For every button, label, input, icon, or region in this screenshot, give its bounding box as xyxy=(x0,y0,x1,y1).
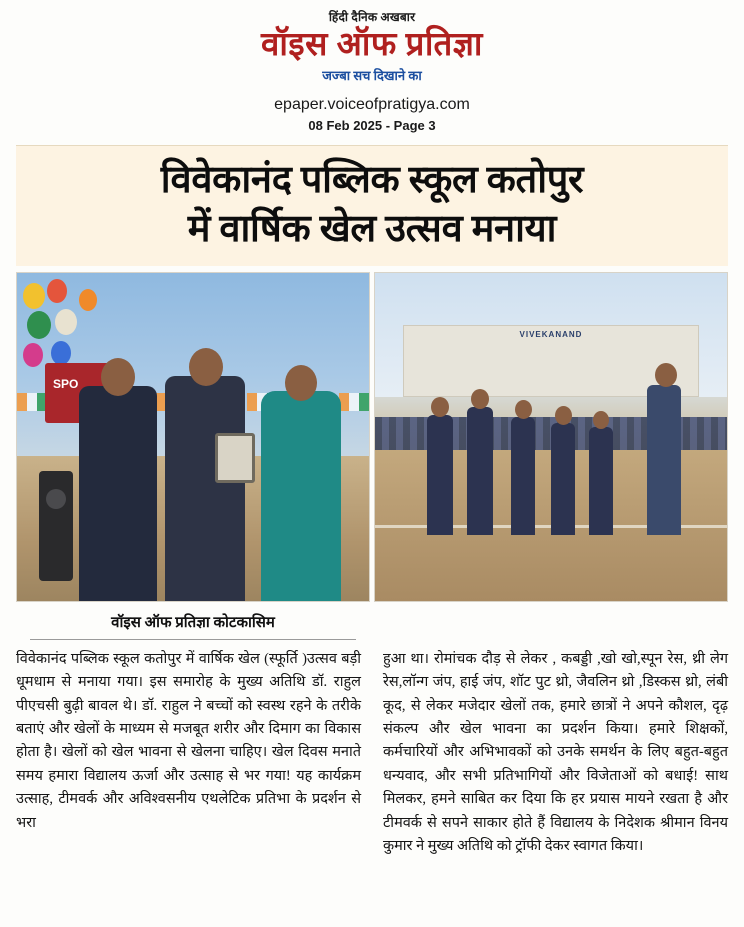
photo-strip xyxy=(16,272,728,602)
student-runner xyxy=(551,423,575,535)
issue-date-page: 08 Feb 2025 - Page 3 xyxy=(308,118,436,134)
headline-line-2: में वार्षिक खेल उत्सव मनाया xyxy=(187,207,557,250)
person-awardee-center-head xyxy=(189,348,223,386)
students-sports-photo xyxy=(374,272,728,602)
student-runner-head xyxy=(593,411,609,429)
person-guest-left xyxy=(79,386,157,601)
masthead xyxy=(0,0,744,84)
loudspeaker xyxy=(39,471,73,581)
student-runner xyxy=(467,407,493,535)
masthead-subtitle: जज्बा सच दिखाने का xyxy=(322,68,422,84)
epaper-url[interactable]: epaper.voiceofpratigya.com xyxy=(274,96,470,114)
masthead-kicker: हिंदी दैनिक अखबार xyxy=(328,10,416,24)
article-body xyxy=(16,648,728,859)
student-runner xyxy=(589,427,613,535)
student-runner xyxy=(511,417,535,535)
article-text-left: विवेकानंद पब्लिक स्कूल कतोपुर में वार्षिक खेल (स्फूर्ति )उत्सव बड़ी धूमधाम से मनाया गया। इस समारोह के मुख्य अतिथि डॉ. राहुल पीएचसी बुढ़ी बावल थे। डॉ. राहुल ने बच्चों को स्वस्थ रहने के तरीके बताएं और खेलों के माध्यम से मजबूत शरीर और दिमाग का विकास होता है। खेलों को खेल भावना से खेलना चाहिए। खेल दिवस मनाते समय हमारा विद्यालय ऊर्जा और उत्साह से भर गया! यह कार्यक्रम उत्साह, टीमवर्क और अविश्वसनीय एथलेटिक प्रतिभा के प्रदर्शन से भरा xyxy=(16,650,361,831)
student-athlete-front xyxy=(647,385,681,535)
headline-band xyxy=(16,145,728,265)
person-guest-left-head xyxy=(101,358,135,396)
student-runner-head xyxy=(471,389,489,409)
person-awardee-center xyxy=(165,376,245,601)
student-runner xyxy=(427,415,453,535)
byline-block xyxy=(16,612,370,640)
student-runner-head xyxy=(515,400,532,419)
school-building-sign: VIVEKANAND xyxy=(519,330,583,340)
person-teacher-right-head xyxy=(285,365,317,401)
student-runner-head xyxy=(555,406,572,425)
masthead-title: वॉइस ऑफ प्रतिज्ञा xyxy=(261,27,483,63)
article-column-left xyxy=(16,648,361,859)
stage-banner-text: SPO xyxy=(53,376,79,391)
byline: वॉइस ऑफ प्रतिज्ञा कोटकासिम xyxy=(111,614,275,631)
award-ceremony-photo xyxy=(16,272,370,602)
student-runner-head xyxy=(431,397,449,417)
article-column-right xyxy=(383,648,728,859)
article-text-right: हुआ था। रोमांचक दौड़ से लेकर , कबड्डी ,खो खो,स्पून रेस, थ्री लेग रेस,लॉन्ग जंप, हाई जंप, शॉट पुट थ्रो, जैवलिन थ्रो ,डिस्कस थ्रो, लंबी कूद, से लेकर मजेदार खेलों तक, हमारे छात्रों ने अपने कौशल, दृढ़ संकल्प और खेल भावना का प्रदर्शन किया। हमारे शिक्षकों, कर्मचारियों और अभिभावकों को उनके समर्थन के लिए बहुत-बहुत धन्यवाद, और सभी प्रतिभागियों और विजेताओं को बधाई! साथ मिलकर, हमने साबित कर दिया कि हर प्रयास मायने रखता है और टीमवर्क से सपने साकार होते हैं विद्यालय के निदेशक श्रीमान विनय कुमार ने मुख्य अतिथि को ट्रॉफी देकर स्वागत किया। xyxy=(383,650,728,855)
person-teacher-right xyxy=(261,391,341,601)
headline-line-1: विवेकानंद पब्लिक स्कूल कतोपुर xyxy=(160,159,584,202)
byline-divider xyxy=(30,639,356,640)
award-plaque xyxy=(215,433,255,483)
student-athlete-front-head xyxy=(655,363,677,387)
